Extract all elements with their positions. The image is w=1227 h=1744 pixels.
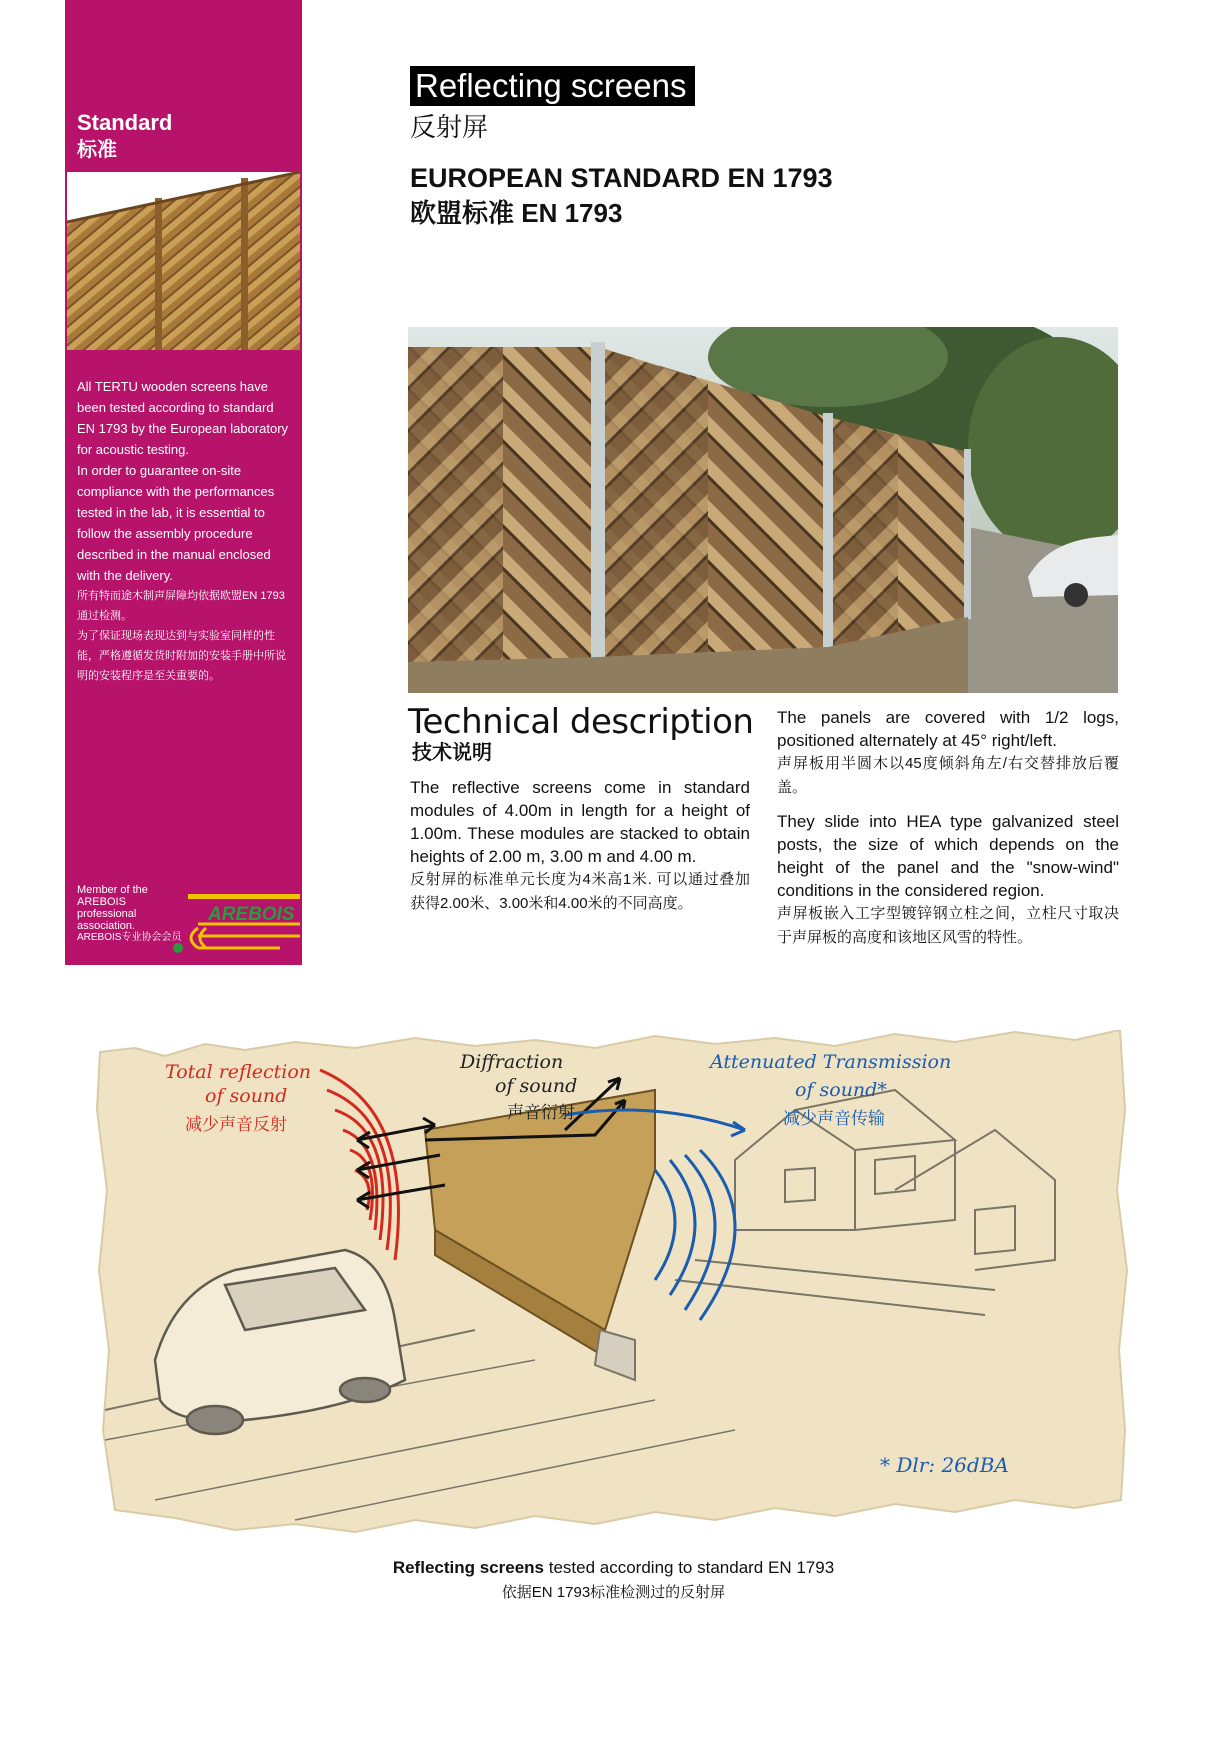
technical-paragraph: The panels are covered with 1/2 logs, positioned alternately at 45° right/left. [777, 708, 1119, 750]
technical-column-2 [777, 706, 1119, 950]
label-diffraction-2: of sound [495, 1075, 578, 1097]
wooden-screen-thumbnail [67, 172, 300, 350]
svg-text:AREBOIS: AREBOIS [208, 904, 295, 925]
arebois-logo [168, 890, 303, 958]
label-transmission-cn: 减少声音传输 [783, 1109, 885, 1128]
page-title: Reflecting screens [410, 66, 695, 106]
page-title-cn: 反射屏 [410, 112, 489, 142]
sidebar-title: Standard [77, 110, 173, 135]
sidebar-description [77, 376, 292, 686]
caption-bold: Reflecting screens [392, 1558, 545, 1577]
sidebar [65, 0, 302, 965]
technical-heading-cn: 技术说明 [412, 742, 492, 764]
technical-paragraph-cn: 反射屏的标准单元长度为4米高1米. 可以通过叠加获得2.00米、3.00米和4.00米的不同高度。 [410, 871, 750, 912]
footnote-dlr: * Dlr: 26dBA [880, 1453, 1009, 1477]
technical-paragraph: They slide into HEA type galvanized steel posts, the size of which depends on the height of the panel and the "snow-wind" conditions in the considered region. [777, 812, 1119, 900]
standard-title: EUROPEAN STANDARD EN 1793 [410, 163, 833, 193]
sidebar-paragraph: 为了保证现场表现达到与实验室同样的性能，严格遵循发货时附加的安装手册中所说明的安装程序是至关重要的。 [77, 630, 286, 682]
member-text: Member of the AREBOIS professional association. AREBOIS专业协会会员 [77, 884, 182, 943]
label-transmission: Attenuated Transmission [710, 1051, 952, 1073]
technical-paragraph: The reflective screens come in standard modules of 4.00m in length for a height of 1.00m. These modules are stacked to obtain heights of 2.00 m, 3.00 m and 4.00 m. [410, 778, 750, 866]
illustration-caption-cn: 依据EN 1793标准检测过的反射屏 [501, 1584, 726, 1601]
label-transmission-2: of sound* [795, 1079, 887, 1101]
sound-diagram-illustration [95, 1030, 1129, 1550]
technical-heading: Technical description [408, 702, 754, 742]
technical-paragraph-cn: 声屏板嵌入工字型镀锌钢立柱之间，立柱尺寸取决于声屏板的高度和该地区风雪的特性。 [777, 905, 1119, 946]
label-diffraction: Diffraction [460, 1051, 564, 1073]
technical-paragraph-cn: 声屏板用半圆木以45度倾斜角左/右交替排放后覆盖。 [777, 755, 1119, 796]
label-reflection: Total reflection [165, 1061, 311, 1083]
sidebar-title-cn: 标准 [77, 139, 117, 161]
label-diffraction-cn: 声音衍射 [507, 1103, 575, 1122]
illustration-caption [0, 1556, 1227, 1580]
label-reflection-cn: 减少声音反射 [185, 1115, 287, 1134]
sidebar-paragraph: All TERTU wooden screens have been tested according to standard EN 1793 by the European laboratory for acoustic testing. [77, 379, 289, 457]
label-reflection-2: of sound [205, 1085, 288, 1107]
caption-rest: tested according to standard EN 1793 [544, 1558, 835, 1577]
sidebar-paragraph: 所有特而途木制声屏障均依据欧盟EN 1793通过检测。 [77, 590, 285, 622]
wooden-screen-photo [408, 327, 1118, 693]
technical-column-1 [410, 776, 750, 916]
standard-title-cn: 欧盟标准 EN 1793 [410, 198, 623, 228]
sidebar-paragraph: In order to guarantee on-site compliance with the performances tested in the lab, it is essential to follow the assembly procedure described in the manual enclosed with the delivery. [77, 463, 275, 583]
